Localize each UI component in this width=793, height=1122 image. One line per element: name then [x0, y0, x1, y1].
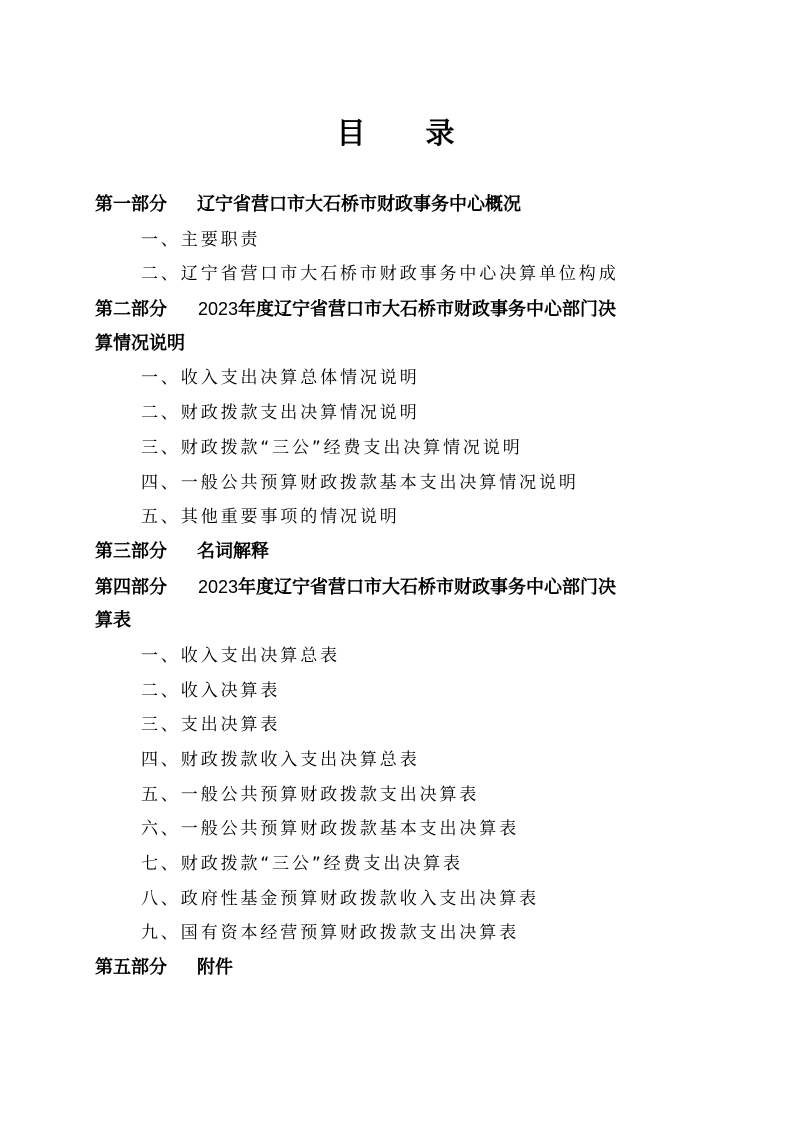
- part-title: 年度辽宁省营口市大石桥市财政事务中心部门决: [238, 576, 617, 598]
- page-title: [0, 110, 793, 156]
- toc-item[interactable]: 二、收入决算表: [141, 680, 281, 701]
- toc-part-3[interactable]: [95, 535, 707, 570]
- toc-item[interactable]: 一、收入支出决算总表: [141, 645, 340, 666]
- toc-item[interactable]: 七、财政拨款“三公”经费支出决算表: [141, 854, 463, 875]
- toc-part-2-continuation[interactable]: 算情况说明: [95, 332, 185, 354]
- part-title: 辽宁省营口市大石桥市财政事务中心概况: [197, 194, 521, 215]
- part-label: 第四部分: [95, 576, 167, 598]
- toc-item[interactable]: 四、一般公共预算财政拨款基本支出决算情况说明: [141, 472, 579, 493]
- part-year: 2023: [198, 576, 239, 597]
- part-title: 名词解释: [197, 540, 269, 562]
- toc-part-2[interactable]: [95, 292, 707, 327]
- part-label: 第五部分: [95, 957, 167, 979]
- part-label: 第三部分: [95, 540, 167, 562]
- toc-item[interactable]: 一、收入支出决算总体情况说明: [141, 368, 420, 389]
- toc-item[interactable]: 八、政府性基金预算财政拨款收入支出决算表: [141, 888, 539, 909]
- toc-item[interactable]: 一、主要职责: [141, 229, 261, 250]
- title-char-2: 录: [425, 116, 457, 150]
- part-label: 第一部分: [95, 194, 167, 215]
- toc-item[interactable]: 九、国有资本经营预算财政拨款支出决算表: [141, 923, 520, 944]
- toc-item[interactable]: 五、其他重要事项的情况说明: [141, 507, 400, 528]
- toc-item[interactable]: 三、财政拨款“三公”经费支出决算情况说明: [141, 437, 523, 458]
- toc-item[interactable]: 五、一般公共预算财政拨款支出决算表: [141, 784, 480, 805]
- part-year: 2023: [198, 299, 239, 320]
- toc-part-4[interactable]: [95, 570, 707, 605]
- part-title: 附件: [197, 957, 233, 979]
- table-of-contents: [95, 188, 707, 986]
- title-char-1: 目: [336, 116, 368, 150]
- part-title: 年度辽宁省营口市大石桥市财政事务中心部门决: [238, 299, 617, 321]
- part-label: 第二部分: [95, 299, 167, 321]
- toc-part-5[interactable]: [95, 951, 707, 986]
- toc-item[interactable]: 四、财政拨款收入支出决算总表: [141, 750, 420, 770]
- toc-part-1[interactable]: [95, 188, 707, 223]
- toc-item[interactable]: 六、一般公共预算财政拨款基本支出决算表: [141, 819, 520, 840]
- toc-item[interactable]: 二、辽宁省营口市大石桥市财政事务中心决算单位构成: [141, 264, 619, 285]
- toc-part-4-continuation[interactable]: 算表: [95, 610, 131, 632]
- toc-item[interactable]: 二、财政拨款支出决算情况说明: [141, 403, 420, 424]
- toc-item[interactable]: 三、支出决算表: [141, 715, 281, 736]
